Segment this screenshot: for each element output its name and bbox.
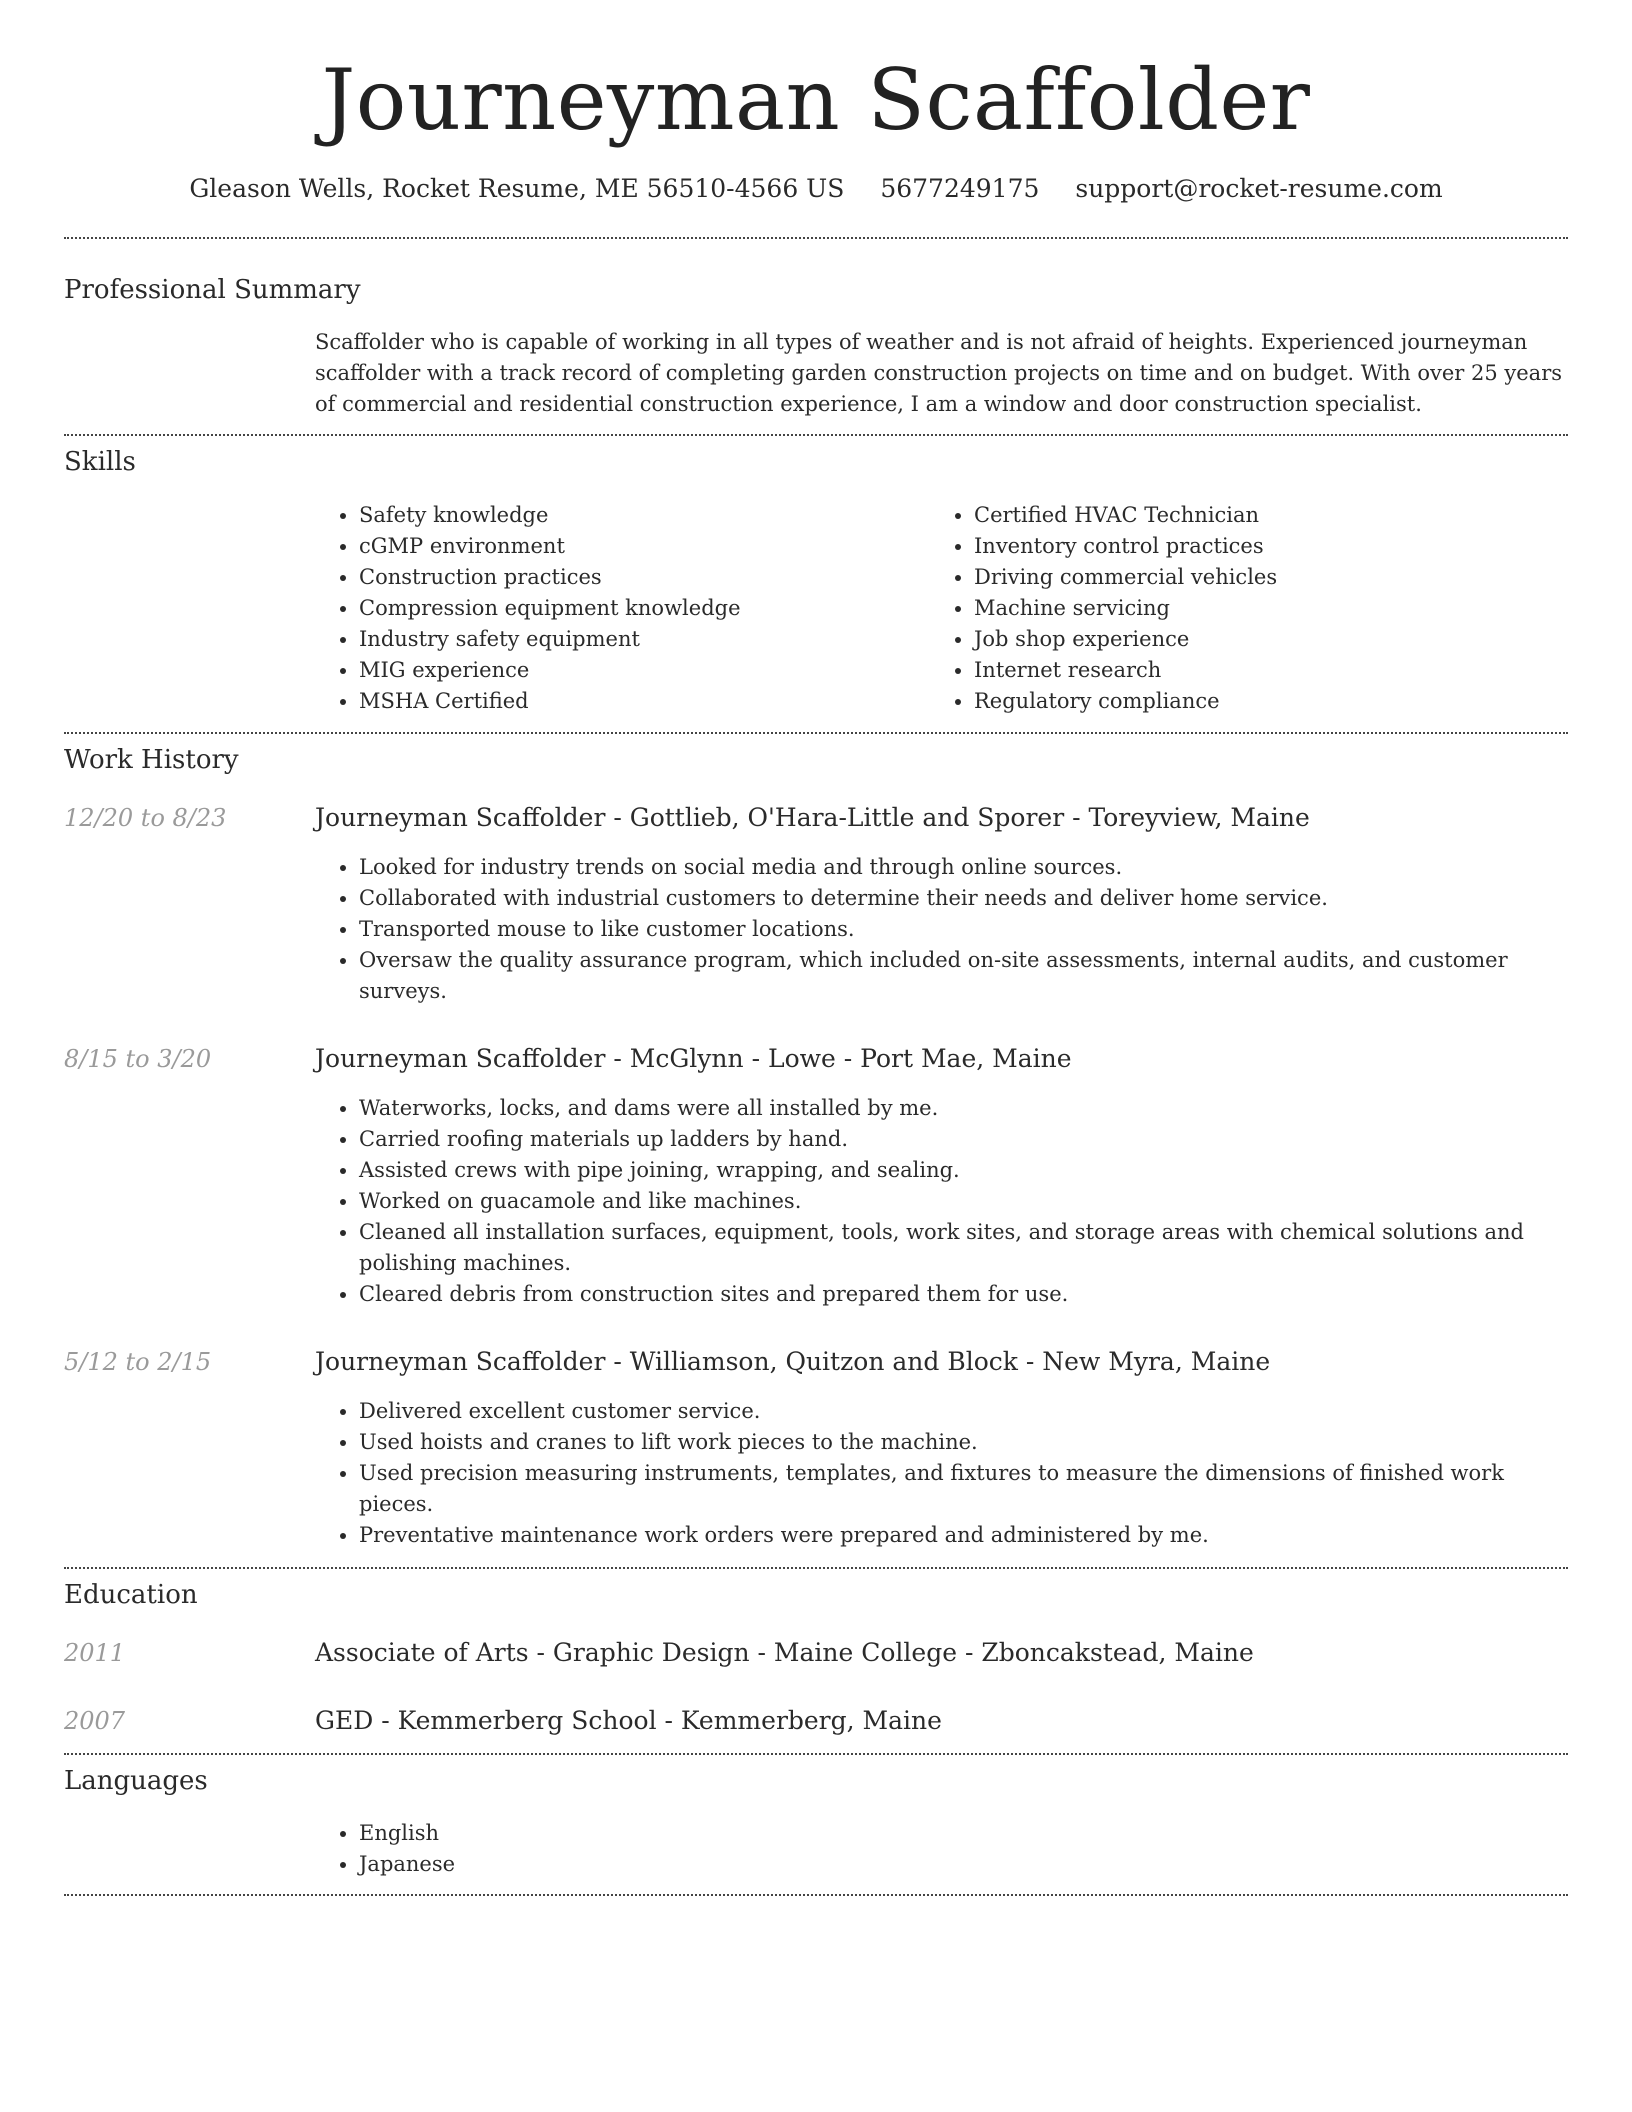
job-bullets <box>315 852 1568 1007</box>
languages-list <box>315 1818 1568 1880</box>
job-bullet: • Waterworks, locks, and dams were all installed by me. <box>359 1093 1568 1124</box>
section-title-education: Education <box>64 1580 198 1610</box>
job-heading: Journeyman Scaffolder - McGlynn - Lowe - Port Mae, Maine <box>315 1044 1072 1073</box>
skill-item: • MSHA Certified <box>359 686 930 717</box>
skill-item: • MIG experience <box>359 655 930 686</box>
contact-email: support@rocket-resume.com <box>1075 174 1443 203</box>
contact-line <box>64 174 1568 204</box>
job-bullet: • Carried roofing materials up ladders by hand. <box>359 1124 1568 1155</box>
education-heading: Associate of Arts - Graphic Design - Maine College - Zboncakstead, Maine <box>315 1638 1254 1667</box>
skill-item: • cGMP environment <box>359 531 930 562</box>
skill-item: • Machine servicing <box>974 593 1545 624</box>
job-heading: Journeyman Scaffolder - Williamson, Quitzon and Block - New Myra, Maine <box>315 1347 1271 1376</box>
resume-name: Journeyman Scaffolder <box>321 51 1311 149</box>
job-dates: 8/15 to 3/20 <box>64 1045 212 1073</box>
section-divider <box>64 1894 1568 1896</box>
languages-section <box>64 1755 1568 1880</box>
education-year: 2011 <box>64 1639 126 1667</box>
education-entry <box>64 1637 1568 1669</box>
skill-item: • Job shop experience <box>974 624 1545 655</box>
job-bullet: • Cleared debris from construction sites and prepared them for use. <box>359 1279 1568 1310</box>
job-entry <box>64 1043 1568 1310</box>
job-bullet: • Preventative maintenance work orders were prepared and administered by me. <box>359 1520 1568 1551</box>
contact-address: Gleason Wells, Rocket Resume, ME 56510-4566 US <box>189 174 845 203</box>
contact-phone: 5677249175 <box>880 174 1040 203</box>
skill-item: • Regulatory compliance <box>974 686 1545 717</box>
job-entry <box>64 1346 1568 1551</box>
education-entry <box>64 1705 1568 1737</box>
skill-item: • Safety knowledge <box>359 500 930 531</box>
skills-section <box>64 436 1568 717</box>
education-section <box>64 1569 1568 1737</box>
job-dates: 5/12 to 2/15 <box>64 1348 212 1376</box>
summary-section <box>64 239 1568 420</box>
language-item: • English <box>359 1818 1568 1849</box>
skill-item: • Compression equipment knowledge <box>359 593 930 624</box>
job-bullets <box>315 1396 1568 1551</box>
education-year: 2007 <box>64 1707 126 1735</box>
job-bullet: • Used hoists and cranes to lift work pieces to the machine. <box>359 1427 1568 1458</box>
job-dates: 12/20 to 8/23 <box>64 804 227 832</box>
section-title-languages: Languages <box>64 1766 208 1796</box>
skills-column-left <box>315 500 930 717</box>
work-history-section <box>64 734 1568 1551</box>
job-bullet: • Oversaw the quality assurance program, which included on-site assessments, internal audits, and customer surveys. <box>359 945 1568 1007</box>
job-bullet: • Delivered excellent customer service. <box>359 1396 1568 1427</box>
job-bullet: • Looked for industry trends on social media and through online sources. <box>359 852 1568 883</box>
language-item: • Japanese <box>359 1849 1568 1880</box>
job-bullet: • Assisted crews with pipe joining, wrapping, and sealing. <box>359 1155 1568 1186</box>
skill-item: • Internet research <box>974 655 1545 686</box>
job-bullet: • Used precision measuring instruments, templates, and fixtures to measure the dimensions of finished work pieces. <box>359 1458 1568 1520</box>
skills-grid <box>315 500 1568 717</box>
summary-text: Scaffolder who is capable of working in all types of weather and is not afraid of heights. Experienced journeyman scaffolder with a track record of completing garden construction projects on time and on budget. With over 25 years of commercial and residential construction experience, I am a window and door construction specialist. <box>315 330 1563 416</box>
job-bullets <box>315 1093 1568 1310</box>
job-heading: Journeyman Scaffolder - Gottlieb, O'Hara-Little and Sporer - Toreyview, Maine <box>315 803 1310 832</box>
education-heading: GED - Kemmerberg School - Kemmerberg, Maine <box>315 1706 942 1735</box>
skills-column-right <box>930 500 1545 717</box>
job-bullet: • Transported mouse to like customer locations. <box>359 914 1568 945</box>
section-title-work-history: Work History <box>64 745 239 775</box>
skill-item: • Driving commercial vehicles <box>974 562 1545 593</box>
job-entry <box>64 802 1568 1007</box>
resume-page <box>64 0 1568 1896</box>
section-title-summary: Professional Summary <box>64 275 361 305</box>
job-bullet: • Collaborated with industrial customers to determine their needs and deliver home service. <box>359 883 1568 914</box>
skill-item: • Construction practices <box>359 562 930 593</box>
skill-item: • Certified HVAC Technician <box>974 500 1545 531</box>
job-bullet: • Cleaned all installation surfaces, equipment, tools, work sites, and storage areas with chemical solutions and polishing machines. <box>359 1217 1568 1279</box>
job-bullet: • Worked on guacamole and like machines. <box>359 1186 1568 1217</box>
skill-item: • Industry safety equipment <box>359 624 930 655</box>
section-title-skills: Skills <box>64 447 136 477</box>
skill-item: • Inventory control practices <box>974 531 1545 562</box>
